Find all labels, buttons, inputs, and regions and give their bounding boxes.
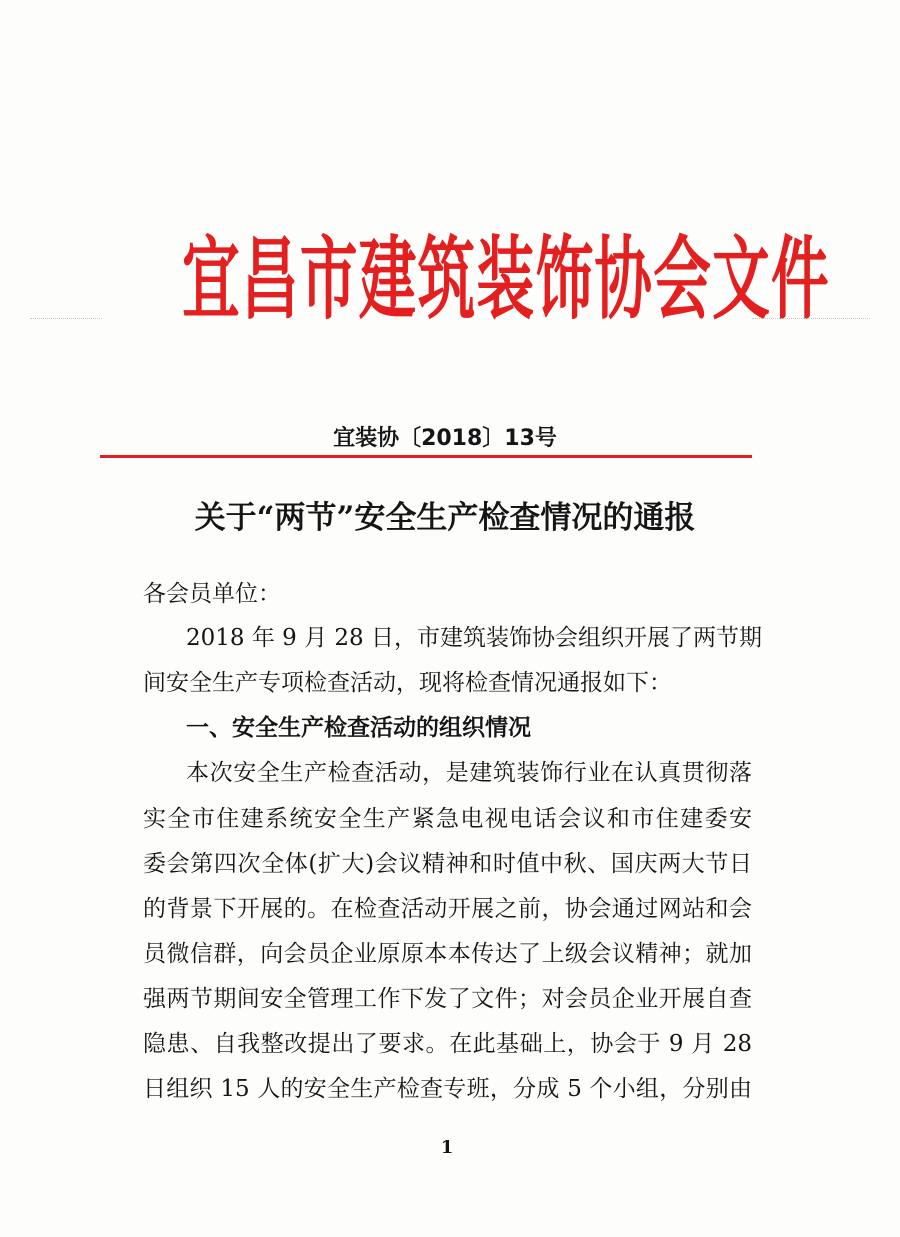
scan-artifact-line-left bbox=[30, 318, 102, 319]
body-line: 本次安全生产检查活动，是建筑装饰行业在认真贯彻落 bbox=[186, 760, 752, 786]
document-number: 宜装协〔2018〕13号 bbox=[333, 426, 557, 451]
page-number: 1 bbox=[440, 1137, 454, 1158]
red-header-title bbox=[0, 228, 852, 332]
body-line: 实全市住建系统安全生产紧急电视电话会议和市住建委安 bbox=[143, 806, 752, 832]
body-line: 委会第四次全体(扩大)会议精神和时值中秋、国庆两大节日 bbox=[143, 851, 752, 877]
body-line: 员微信群，向会员企业原原本本传达了上级会议精神；就加 bbox=[143, 941, 752, 967]
notice-title: 关于“两节”安全生产检查情况的通报 bbox=[194, 500, 696, 536]
body-line: 隐患、自我整改提出了要求。在此基础上，协会于 9 月 28 bbox=[143, 1031, 752, 1057]
body-line: 强两节期间安全管理工作下发了文件；对会员企业开展自查 bbox=[143, 986, 752, 1012]
body-line: 2018 年 9 月 28 日，市建筑装饰协会组织开展了两节期 bbox=[186, 625, 762, 651]
red-separator-rule bbox=[100, 455, 752, 458]
body-line: 间安全生产专项检查活动，现将检查情况通报如下： bbox=[143, 670, 672, 696]
salutation: 各会员单位： bbox=[143, 581, 281, 607]
red-header-title-text: 宜昌市建筑装饰协会文件 bbox=[182, 227, 830, 332]
body-line: 日组织 15 人的安全生产检查专班，分成 5 个小组，分别由 bbox=[143, 1076, 752, 1102]
section-heading: 一、安全生产检查活动的组织情况 bbox=[186, 714, 531, 741]
body-line: 的背景下开展的。在检查活动开展之前，协会通过网站和会 bbox=[143, 896, 752, 922]
scan-artifact-line-right bbox=[752, 318, 870, 319]
